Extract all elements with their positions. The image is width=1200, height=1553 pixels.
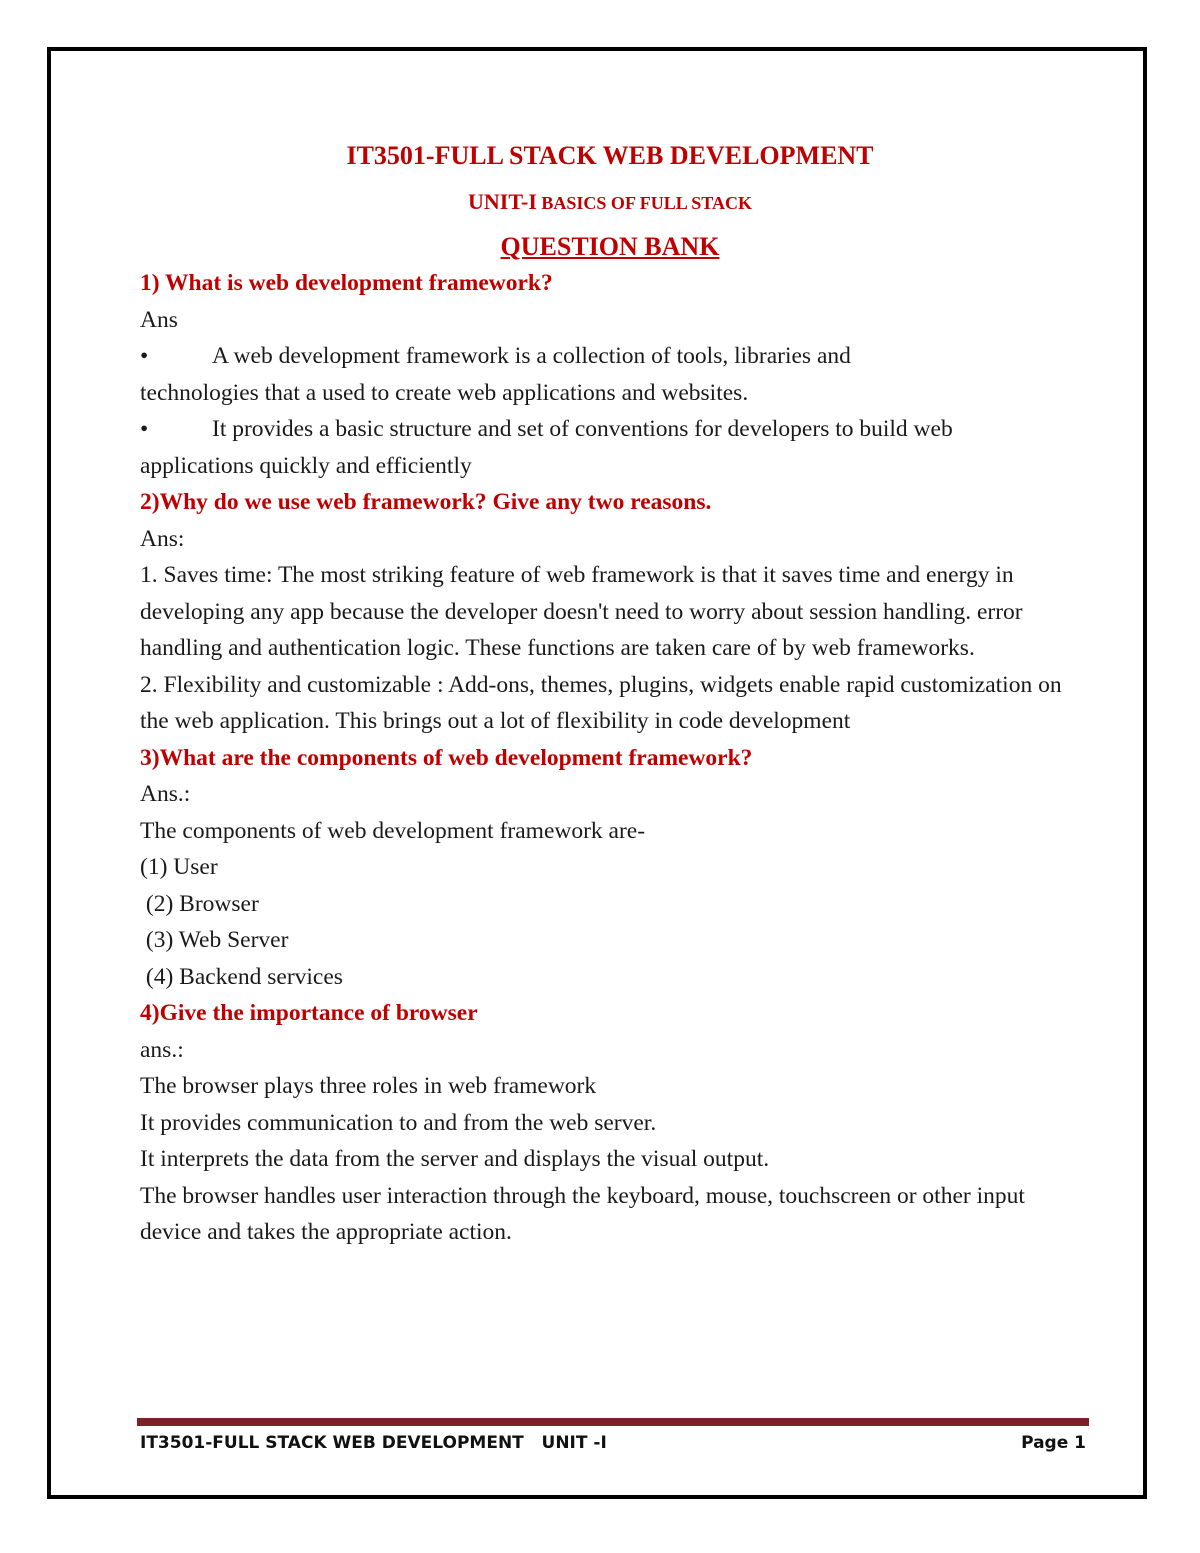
footer-divider [137,1418,1089,1426]
component-item: (2) Browser [140,890,259,917]
bullet-dot: • [140,416,149,442]
components-intro: The components of web development framework are- [140,817,646,844]
component-item: (1) User [140,854,218,880]
browser-role-line: It provides communication to and from the web server. [140,1109,657,1136]
bullet-dot: • [140,343,149,369]
question-3: 3)What are the components of web development framework? [140,744,753,771]
reason-1: 1. Saves time: The most striking feature of web framework is that it saves time and energy in developing any app because the developer doesn't need to worry about session handling. error handling and authentication logic. These functions are taken care of by web frameworks. [140,562,1023,661]
answer-label-4: ans.: [140,1036,184,1063]
unit-prefix: UNIT-I [468,189,537,214]
page-number: Page 1 [1021,1433,1086,1453]
answer-label-3: Ans.: [140,781,191,807]
doc-title: IT3501-FULL STACK WEB DEVELOPMENT [346,141,874,170]
browser-role-line: The browser handles user interaction through the keyboard, mouse, touchscreen or other input device and takes the appropriate action. [140,1182,1025,1245]
question-2: 2)Why do we use web framework? Give any two reasons. [140,489,712,515]
browser-role-line: It interprets the data from the server and displays the visual output. [140,1146,770,1172]
document-body [140,138,1080,1251]
page-footer [140,1433,1086,1453]
bullet-2-text: It provides a basic structure and set of conventions for developers to build web [212,416,953,442]
browser-role-line: The browser plays three roles in web framework [140,1073,597,1099]
answer-label-2: Ans: [140,525,185,552]
bullet-2 [140,411,1080,448]
component-item: (4) Backend services [140,963,343,990]
answer-label-1: Ans [140,306,178,333]
bullet-2-continued: applications quickly and efficiently [140,452,472,479]
component-item: (3) Web Server [140,927,289,953]
bullet-1 [140,338,1080,375]
bullet-1-continued: technologies that a used to create web applications and websites. [140,379,749,406]
unit-name: BASICS OF FULL STACK [536,193,752,213]
bullet-1-text: A web development framework is a collection of tools, libraries and [212,343,851,369]
reason-2: 2. Flexibility and customizable : Add-ons, themes, plugins, widgets enable rapid customization on the web application. This brings out a lot of flexibility in code development [140,671,1062,734]
question-bank-heading: QUESTION BANK [500,232,720,261]
question-4: 4)Give the importance of browser [140,1000,478,1026]
question-1: 1) What is web development framework? [140,270,553,296]
unit-title [140,184,1080,221]
footer-course-title: IT3501-FULL STACK WEB DEVELOPMENT UNIT -I [140,1433,607,1453]
